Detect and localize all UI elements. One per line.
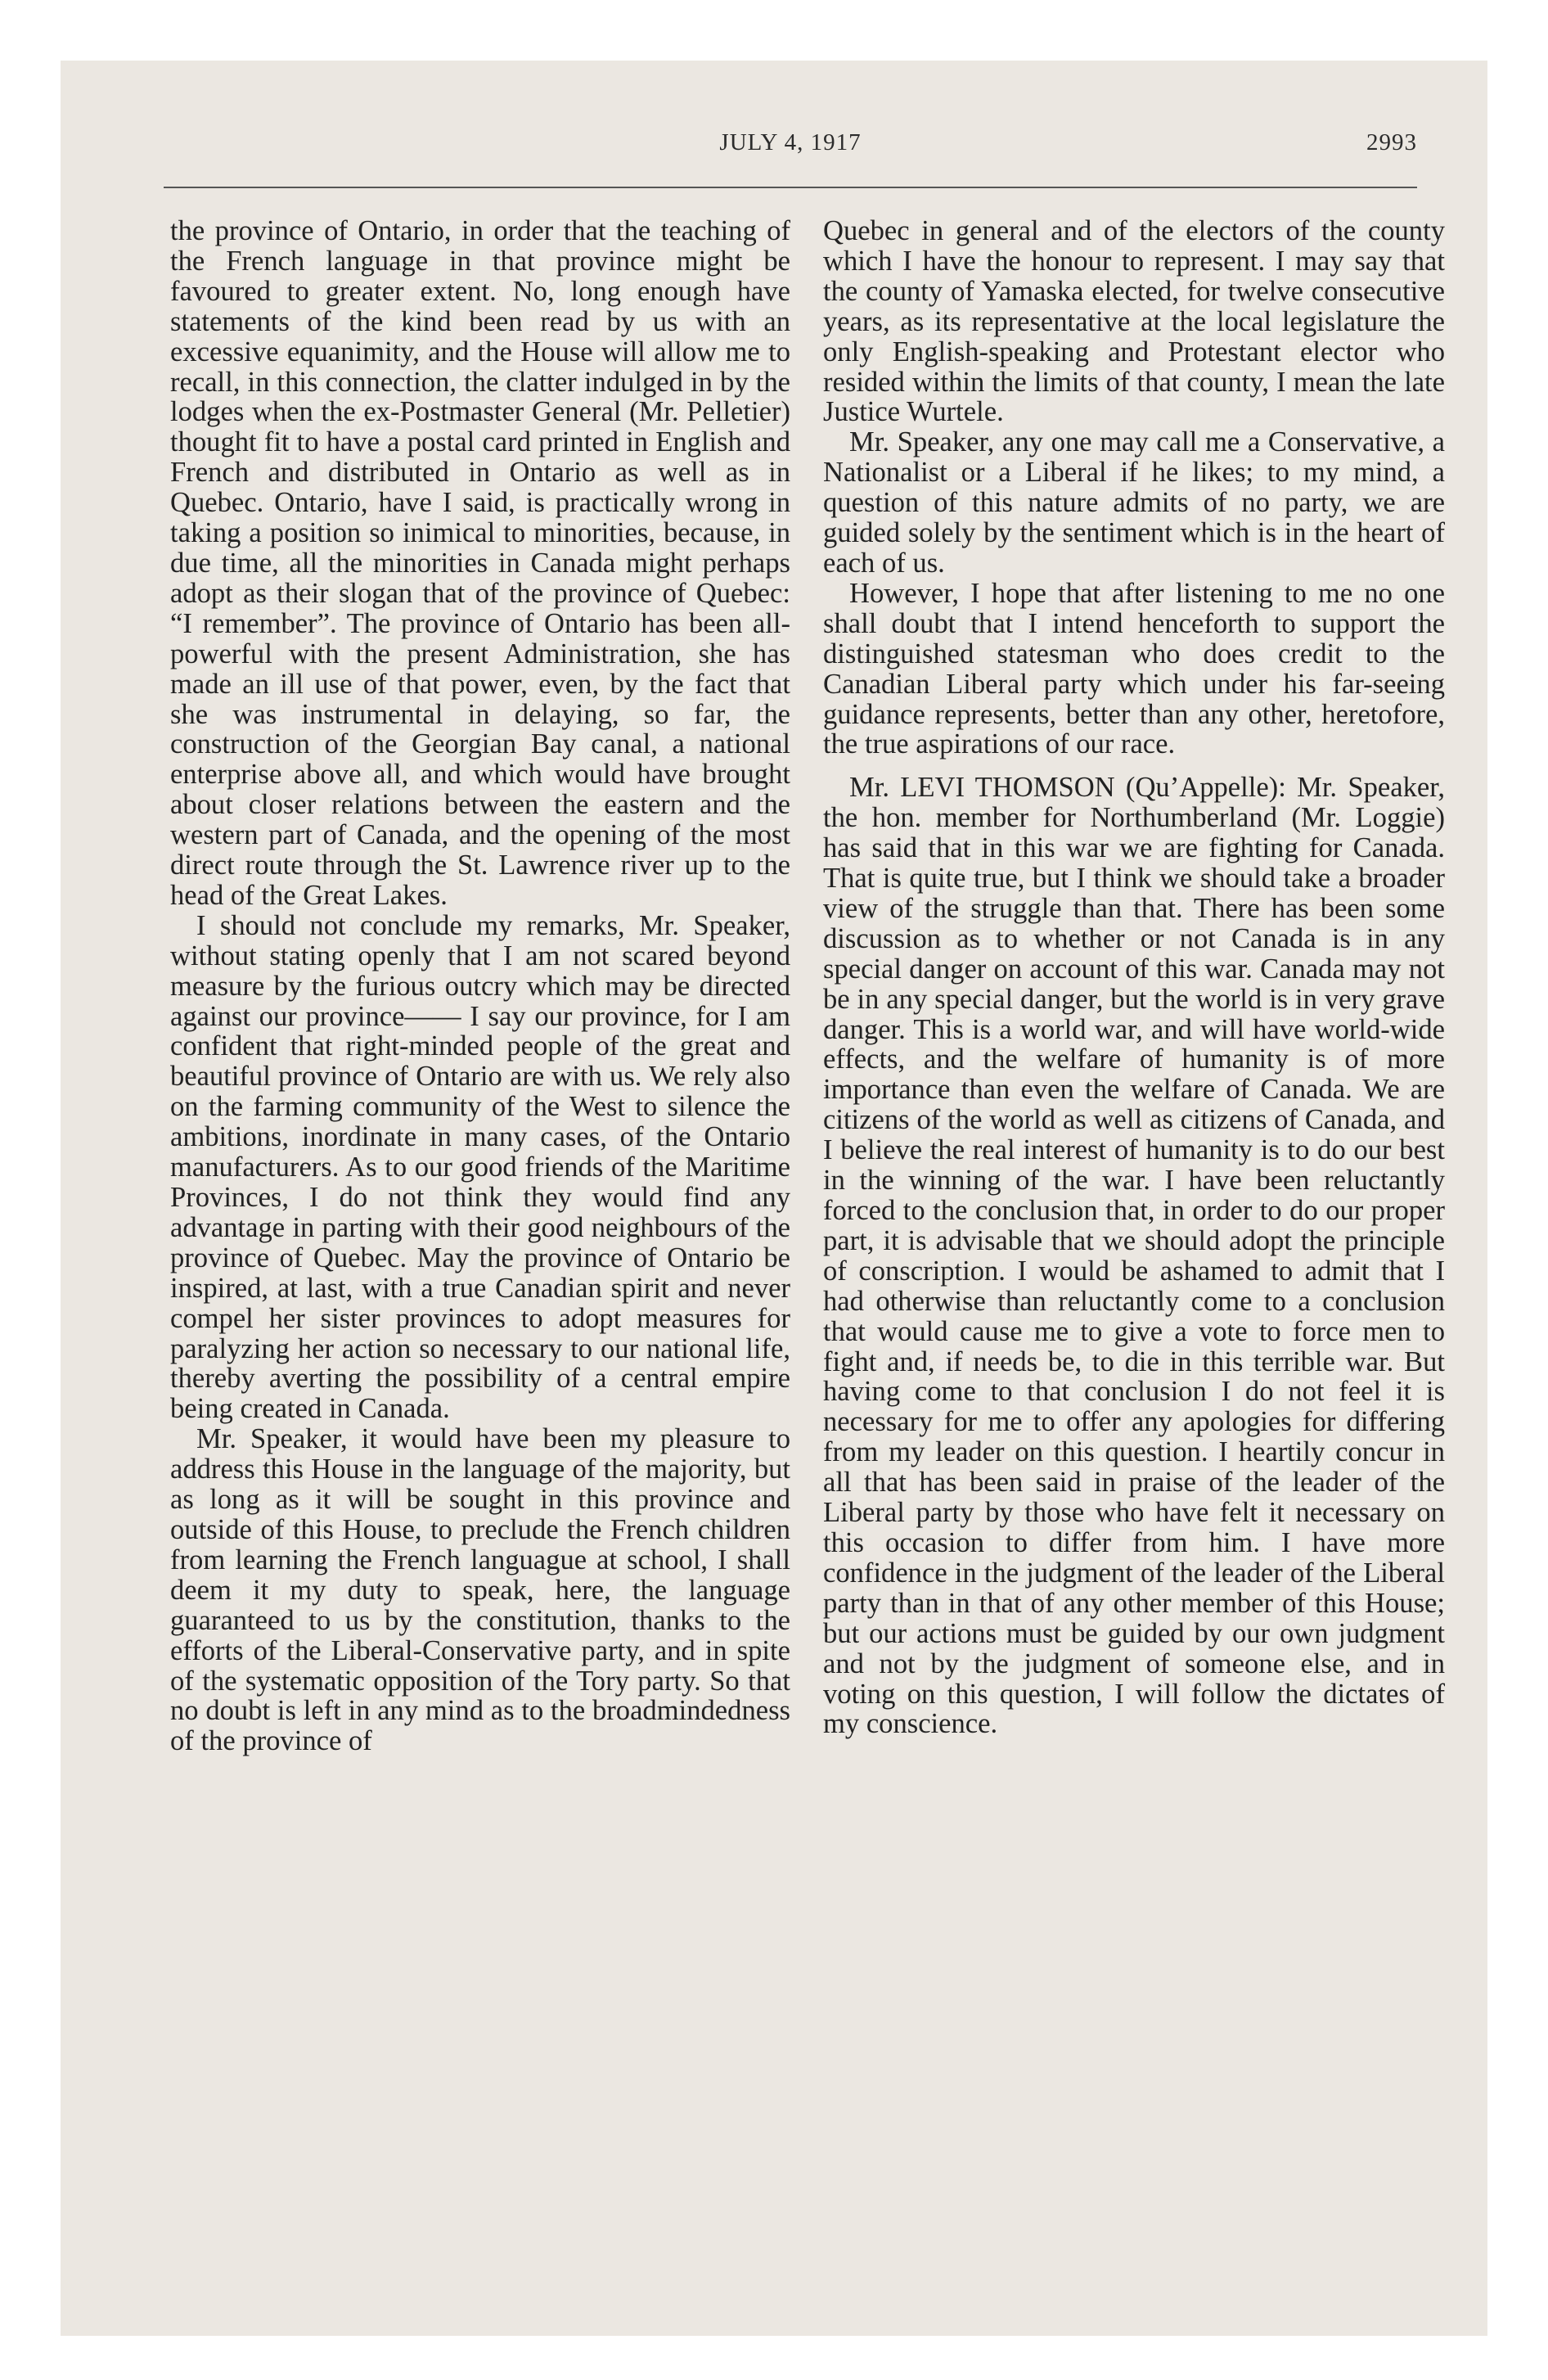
left-paragraph-2: I should not conclude my remarks, Mr. Speaker, without stating openly that I am not scared beyond measure by the furious outcry which may be directed against our province—— I say our province, for I am confident that right-minded people of the great and beautiful province of Ontario are with us. We rely also on the farming community of the West to silence the ambitions, inordinate in many cases, of the Ontario manufacturers. As to our good friends of the Maritime Provinces, I do not think they would find any advantage in parting with their good neighbours of the province of Quebec. May the province of Ontario be inspired, at last, with a true Canadian spirit and never compel her sister provinces to adopt measures for paralyzing her action so necessary to our national life, thereby averting the possibility of a central empire being created in Canada.: [170, 909, 790, 1425]
left-column: [170, 216, 790, 1756]
right-paragraph-1: Quebec in general and of the electors of the county which I have the honour to represent. I may say that the county of Yamaska elected, for twelve consecutive years, as its representative at the local legislature the only English-speaking and Protestant elector who resided within the limits of that county, I mean the late Justice Wurtele.: [823, 215, 1445, 428]
page-header: [164, 129, 1417, 162]
right-paragraph-4: Mr. LEVI THOMSON (Qu’Appelle): Mr. Speaker, the hon. member for Northumberland (Mr. Loggie) has said that in this war we are fighting for Canada. That is quite true, but I think we should take a broader view of the struggle than that. There has been some discussion as to whether or not Canada is in any special danger on account of this war. Canada may not be in any special danger, but the world is in very grave danger. This is a world war, and will have world-wide effects, and the welfare of humanity is of more importance than even the welfare of Canada. We are citizens of the world as well as citizens of Canada, and I believe the real interest of humanity is to do our best in the winning of the war. I have been reluctantly forced to the conclusion that, in order to do our proper part, it is advisable that we should adopt the principle of conscription. I would be ashamed to admit that I had otherwise than reluctantly come to a conclusion that would cause me to give a vote to force men to fight and, if needs be, to die in this terrible war. But having come to that conclusion I do not feel it is necessary for me to offer any apologies for differing from my leader on this question. I heartily concur in all that has been said in praise of the leader of the Liberal party by those who have felt it necessary on this occasion to differ from him. I have more confidence in the judgment of the leader of the Liberal party than in that of any other member of this House; but our actions must be guided by our own judgment and not by the judgment of someone else, and in voting on this question, I will follow the dictates of my conscience.: [823, 772, 1445, 1740]
left-paragraph-3: Mr. Speaker, it would have been my pleasure to address this House in the language of the majority, but as long as it will be sought in this province and outside of this House, to preclude the French children from learning the French languague at school, I shall deem it my duty to speak, here, the language guaranteed to us by the constitution, thanks to the efforts of the Liberal-Conservative party, and in spite of the systematic opposition of the Tory party. So that no doubt is left in any mind as to the broadmindedness of the province of: [170, 1423, 790, 1757]
right-paragraph-3: However, I hope that after listening to me no one shall doubt that I intend henceforth to support the distinguished statesman who does credit to the Canadian Liberal party which under his far-seeing guidance represents, better than any other, heretofore, the true aspirations of our race.: [823, 577, 1445, 760]
header-rule: [164, 187, 1417, 188]
header-date: JULY 4, 1917: [719, 129, 862, 156]
page-number: 2993: [1366, 129, 1417, 156]
left-paragraph-1: the province of Ontario, in order that the teaching of the French language in that province might be favoured to greater extent. No, long enough have statements of the kind been read by us with an excessive equanimity, and the House will allow me to recall, in this connection, the clatter indulged in by the lodges when the ex-Postmaster General (Mr. Pelletier) thought fit to have a postal card printed in English and French and distributed in Ontario as well as in Quebec. Ontario, have I said, is practically wrong in taking a position so inimical to minorities, because, in due time, all the minorities in Canada might perhaps adopt as their slogan that of the province of Quebec: “I remember”. The province of Ontario has been all-powerful with the present Administration, she has made an ill use of that power, even, by the fact that she was instrumental in delaying, so far, the construction of the Georgian Bay canal, a national enterprise above all, and which would have brought about closer relations between the eastern and the western part of Canada, and the opening of the most direct route through the St. Lawrence river up to the head of the Great Lakes.: [170, 215, 790, 911]
right-column: [823, 216, 1445, 1739]
right-paragraph-2: Mr. Speaker, any one may call me a Conservative, a Nationalist or a Liberal if he likes; to my mind, a question of this nature admits of no party, we are guided solely by the sentiment which is in the heart of each of us.: [823, 426, 1445, 579]
